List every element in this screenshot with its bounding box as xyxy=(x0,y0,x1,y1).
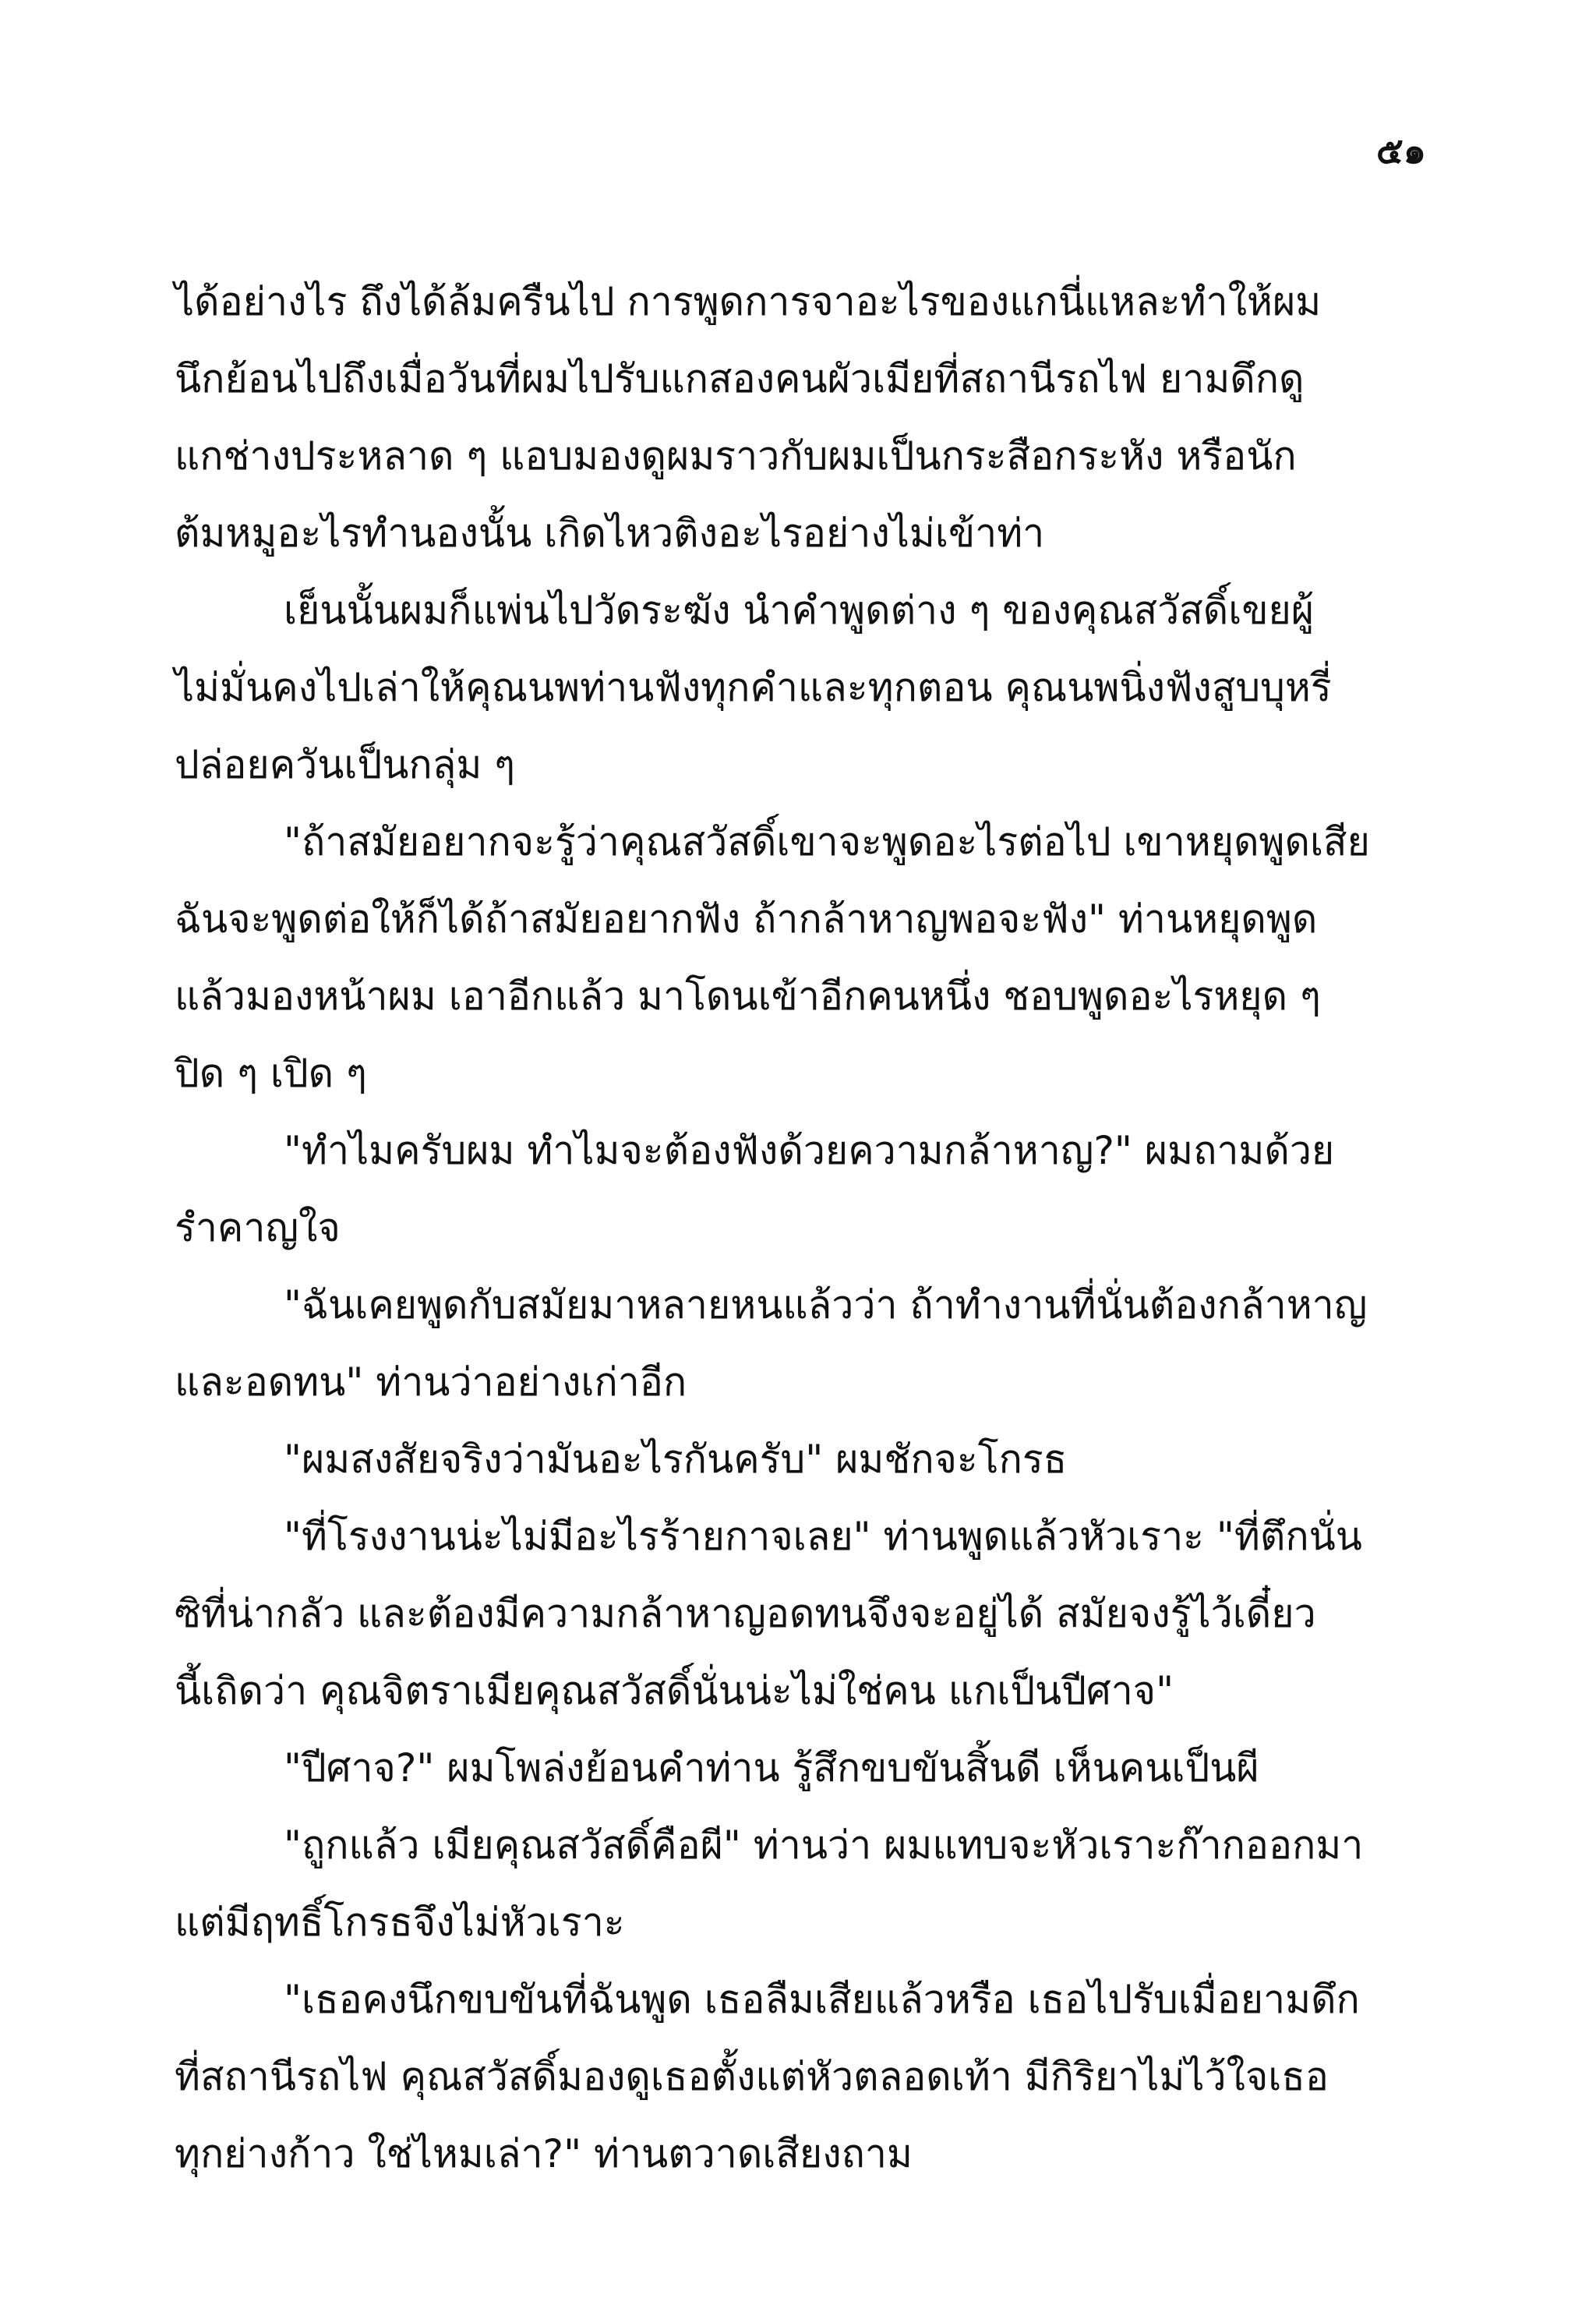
paragraph xyxy=(175,1421,1429,1498)
text-line: ปิด ๆ เปิด ๆ xyxy=(175,1051,367,1096)
paragraph xyxy=(175,1498,1429,1730)
paragraph xyxy=(175,572,1429,804)
text-line: แกช่างประหลาด ๆ แอบมองดูผมราวกับผมเป็นกระสือกระหัง หรือนัก xyxy=(175,433,1297,479)
text-line: ต้มหมูอะไรทำนองนั้น เกิดไหวติงอะไรอย่างไม่เข้าท่า xyxy=(175,511,1045,556)
text-line: "ปีศาจ?" ผมโพล่งย้อนคำท่าน รู้สึกขบขันสิ้นดี เห็นคนเป็นผี xyxy=(284,1745,1259,1791)
text-line: เย็นนั้นผมก็แพ่นไปวัดระฆัง นำคำพูดต่าง ๆ ของคุณสวัสดิ์เขยผู้ xyxy=(284,588,1315,633)
paragraph xyxy=(175,1112,1429,1267)
text-line: "ผมสงสัยจริงว่ามันอะไรกันครับ" ผมชักจะโกรธ xyxy=(284,1437,1068,1482)
body-text xyxy=(175,263,1429,2193)
text-line: ทุกย่างก้าว ใช่ไหมเล่า?" ท่านตวาดเสียงถาม xyxy=(175,2131,913,2176)
text-line: ปล่อยควันเป็นกลุ่ม ๆ xyxy=(175,742,516,787)
text-line: ฉันจะพูดต่อให้ก็ได้ถ้าสมัยอยากฟัง ถ้ากล้าหาญพอจะฟัง" ท่านหยุดพูด xyxy=(175,896,1318,942)
text-line: รำคาญใจ xyxy=(175,1205,341,1250)
text-line: และอดทน" ท่านว่าอย่างเก่าอีก xyxy=(175,1359,687,1405)
text-line: ได้อย่างไร ถึงได้ล้มครืนไป การพูดการจาอะไรของแกนี่แหละทำให้ผม xyxy=(175,279,1322,324)
paragraph xyxy=(175,1961,1429,2193)
text-line: ที่สถานีรถไฟ คุณสวัสดิ์มองดูเธอตั้งแต่หัวตลอดเท้า มีกิริยาไม่ไว้ใจเธอ xyxy=(175,2054,1329,2099)
paragraph xyxy=(175,804,1429,1112)
text-line: ซิที่น่ากลัว และต้องมีความกล้าหาญอดทนจึงจะอยู่ได้ สมัยจงรู้ไว้เดี๋ยว xyxy=(175,1591,1316,1636)
text-line: "ที่โรงงานน่ะไม่มีอะไรร้ายกาจเลย" ท่านพูดแล้วหัวเราะ "ที่ตึกนั่น xyxy=(284,1514,1362,1559)
text-line: "ทำไมครับผม ทำไมจะต้องฟังด้วยความกล้าหาญ?" ผมถามด้วย xyxy=(284,1128,1335,1173)
text-line: "ถ้าสมัยอยากจะรู้ว่าคุณสวัสดิ์เขาจะพูดอะไรต่อไป เขาหยุดพูดเสีย xyxy=(284,819,1370,864)
text-line: นี้เถิดว่า คุณจิตราเมียคุณสวัสดิ์นั่นน่ะไม่ใช่คน แกเป็นปีศาจ" xyxy=(175,1668,1174,1713)
text-line: นึกย้อนไปถึงเมื่อวันที่ผมไปรับแกสองคนผัวเมียที่สถานีรถไฟ ยามดึกดู xyxy=(175,356,1305,401)
paragraph xyxy=(175,1267,1429,1421)
text-line: แต่มีฤทธิ์โกรธจึงไม่หัวเราะ xyxy=(175,1900,625,1945)
text-line: "เธอคงนึกขบขันที่ฉันพูด เธอลืมเสียแล้วหรือ เธอไปรับเมื่อยามดึก xyxy=(284,1977,1360,2022)
paragraph xyxy=(175,1730,1429,1807)
paragraph xyxy=(175,1807,1429,1961)
page-number: ๕๑ xyxy=(1375,129,1426,171)
text-line: ไม่มั่นคงไปเล่าให้คุณนพท่านฟังทุกคำและทุกตอน คุณนพนิ่งฟังสูบบุหรี่ xyxy=(175,665,1332,710)
text-line: แล้วมองหน้าผม เอาอีกแล้ว มาโดนเข้าอีกคนหนึ่ง ชอบพูดอะไรหยุด ๆ xyxy=(175,974,1321,1019)
text-line: "ถูกแล้ว เมียคุณสวัสดิ์คือผี" ท่านว่า ผมแทบจะหัวเราะก๊ากออกมา xyxy=(284,1822,1364,1868)
paragraph xyxy=(175,263,1429,572)
text-line: "ฉันเคยพูดกับสมัยมาหลายหนแล้วว่า ถ้าทำงานที่นั่นต้องกล้าหาญ xyxy=(284,1282,1368,1327)
